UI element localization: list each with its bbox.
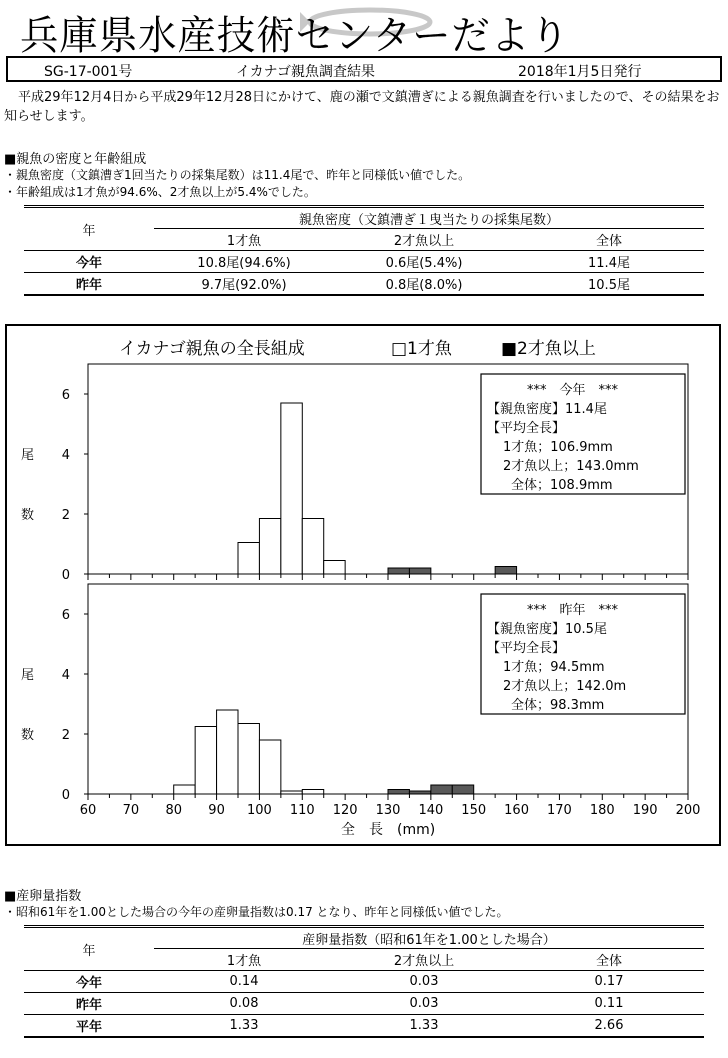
bar-age2	[431, 785, 452, 794]
egg-index-bullet: ・昭和61年を1.00とした場合の今年の産卵量指数は0.17 となり、昨年と同様低い値でした。	[4, 905, 509, 919]
x-tick-label: 160	[504, 803, 529, 818]
table-cell: 0.17	[594, 974, 624, 989]
age-composition-bullet: ・年齢組成は1才魚が94.6%、2才魚以上が5.4%でした。	[4, 185, 316, 199]
table-cell: 0.03	[409, 996, 439, 1011]
bar-age1	[195, 727, 216, 795]
row-label: 平年	[75, 1019, 102, 1035]
y-tick-label: 2	[61, 728, 70, 743]
bar-age1	[281, 791, 302, 794]
y-axis-label: 数	[21, 508, 35, 523]
chart-svg	[7, 326, 719, 844]
y-tick-label: 6	[61, 608, 70, 623]
table-cell: 1.33	[229, 1017, 259, 1033]
intro-paragraph: 平成29年12月4日から平成29年12月28日にかけて、鹿の瀬で文鎮漕ぎによる親魚調査を行いましたので、その結果をお知らせします。	[4, 90, 720, 124]
document-id: SG-17-001号	[44, 64, 133, 80]
y-tick-label: 0	[61, 568, 70, 583]
col-header-age2: 2才魚以上	[393, 954, 455, 969]
col-header-age1: 1才魚	[226, 234, 262, 249]
table-row	[24, 1015, 704, 1037]
info-heading: *** 今年 ***	[527, 383, 619, 398]
bar-age2	[452, 785, 473, 794]
y-tick-label: 6	[61, 388, 70, 403]
info-total-length: 全体；108.9mm	[511, 478, 613, 493]
bar-age1	[324, 561, 345, 575]
info-age2-length: 2才魚以上；142.0m	[503, 679, 627, 694]
bar-age2	[388, 790, 409, 795]
density-section-heading: ■親魚の密度と年齢組成	[4, 152, 147, 167]
bar-age1	[302, 519, 323, 575]
density-bullet: ・親魚密度（文鎮漕ぎ1回当たりの採集尾数）は11.4尾で、昨年と同様低い値でした。	[4, 168, 471, 182]
histogram-panel	[21, 364, 688, 583]
row-label: 昨年	[75, 277, 102, 293]
y-tick-label: 2	[61, 508, 70, 523]
issue-info-bar	[6, 56, 722, 82]
egg-group-header: 産卵量指数（昭和61年を1.00とした場合）	[154, 927, 704, 949]
density-table	[24, 205, 704, 296]
info-age1-length: 1才魚；94.5mm	[503, 660, 605, 675]
info-length-heading: 【平均全長】	[487, 641, 566, 656]
table-row	[24, 971, 704, 993]
table-cell: 1.33	[409, 1017, 439, 1033]
y-tick-label: 4	[61, 668, 70, 683]
x-tick-label: 120	[332, 803, 358, 818]
col-header-age1: 1才魚	[226, 954, 262, 969]
info-density: 【親魚密度】11.4尾	[487, 402, 607, 417]
bar-age2	[495, 567, 516, 575]
x-tick-label: 150	[461, 803, 487, 818]
table-cell: 0.8尾(8.0%)	[385, 277, 463, 293]
x-tick-label: 130	[375, 803, 401, 818]
table-cell: 10.8尾(94.6%)	[197, 256, 291, 271]
row-label: 今年	[75, 256, 102, 271]
table-cell: 0.08	[229, 996, 259, 1011]
table-cell: 0.11	[594, 996, 624, 1011]
col-header-total: 全体	[595, 234, 622, 249]
col-header-age2: 2才魚以上	[393, 234, 455, 249]
bar-age2	[409, 568, 430, 574]
chart-title: イカナゴ親魚の全長組成	[119, 339, 305, 359]
x-tick-label: 70	[122, 803, 140, 818]
table-cell: 0.03	[409, 974, 439, 989]
y-axis-label: 尾	[21, 668, 35, 683]
col-header-total: 全体	[595, 954, 622, 969]
issue-date: 2018年1月5日発行	[518, 64, 642, 80]
y-tick-label: 4	[61, 448, 70, 463]
info-total-length: 全体；98.3mm	[511, 698, 605, 713]
y-axis-label: 数	[21, 728, 35, 743]
x-tick-label: 90	[208, 803, 225, 818]
table-cell: 9.7尾(92.0%)	[201, 277, 287, 293]
x-tick-label: 100	[247, 803, 272, 818]
table-row	[24, 273, 704, 295]
bar-age2	[409, 791, 430, 794]
year-header: 年	[24, 207, 154, 251]
table-cell: 10.5尾	[588, 277, 630, 293]
bar-age1	[259, 740, 280, 794]
bar-age1	[281, 403, 302, 574]
table-cell: 0.6尾(5.4%)	[385, 256, 463, 271]
newsletter-title: 兵庫県水産技術センターだより	[20, 13, 570, 59]
bar-age1	[259, 519, 280, 575]
info-density: 【親魚密度】10.5尾	[487, 622, 607, 637]
row-label: 今年	[75, 976, 102, 991]
year-header: 年	[24, 927, 154, 971]
table-row	[24, 993, 704, 1015]
bar-age1	[217, 710, 238, 794]
bar-age1	[238, 543, 259, 575]
info-heading: *** 昨年 ***	[527, 603, 619, 618]
bar-age1	[302, 790, 323, 795]
table-cell: 11.4尾	[588, 256, 630, 271]
x-tick-label: 180	[589, 803, 615, 818]
table-cell: 2.66	[594, 1017, 624, 1033]
table-row	[24, 251, 704, 273]
egg-index-table	[24, 925, 704, 1038]
bar-age1	[174, 785, 195, 794]
info-age1-length: 1才魚；106.9mm	[503, 440, 613, 455]
bar-age1	[238, 724, 259, 795]
x-axis-label: 全 長 (mm)	[341, 822, 436, 838]
legend-age1: □1才魚	[391, 339, 452, 359]
y-tick-label: 0	[61, 788, 70, 803]
x-tick-label: 200	[675, 803, 701, 818]
newsletter-banner	[0, 0, 728, 58]
info-length-heading: 【平均全長】	[487, 421, 566, 436]
x-tick-label: 110	[289, 803, 315, 818]
density-group-header: 親魚密度（文鎮漕ぎ１曳当たりの採集尾数）	[154, 207, 704, 229]
x-tick-label: 170	[547, 803, 572, 818]
table-cell: 0.14	[229, 974, 259, 989]
x-tick-label: 60	[79, 803, 97, 818]
x-tick-label: 140	[418, 803, 444, 818]
x-tick-label: 190	[632, 803, 658, 818]
document-subject: イカナゴ親魚調査結果	[236, 64, 376, 80]
egg-section-heading: ■産卵量指数	[4, 889, 82, 904]
y-axis-label: 尾	[21, 448, 35, 463]
info-age2-length: 2才魚以上；143.0mm	[503, 459, 639, 474]
histogram-panel	[21, 584, 700, 818]
bar-age2	[388, 568, 409, 574]
x-tick-label: 80	[165, 803, 182, 818]
legend-age2: ■2才魚以上	[501, 339, 596, 359]
length-composition-chart	[5, 324, 721, 846]
row-label: 昨年	[75, 998, 102, 1013]
